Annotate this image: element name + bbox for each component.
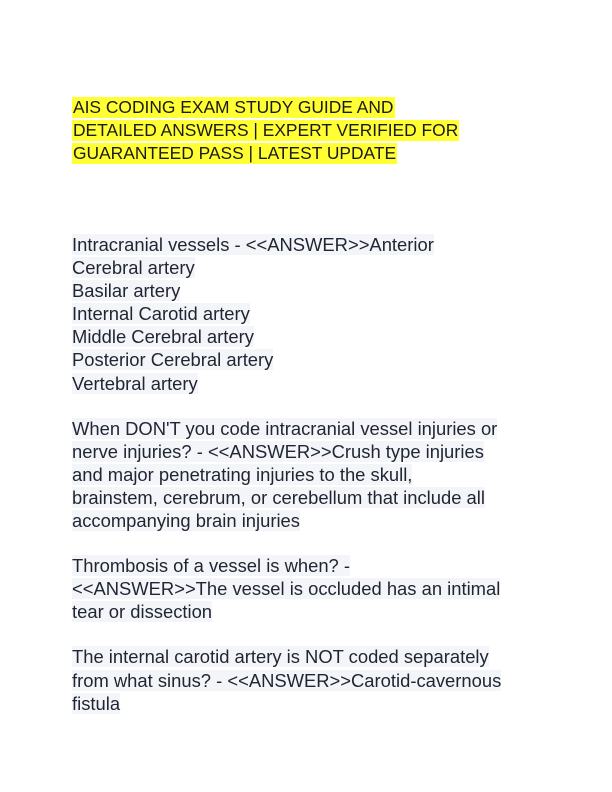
qa-text: nerve injuries? - <<ANSWER>>Crush type injuries <box>72 440 484 462</box>
qa-line <box>72 554 552 577</box>
qa-line <box>72 463 552 486</box>
qa-line <box>72 577 552 600</box>
qa-line <box>72 600 552 623</box>
qa-line <box>72 440 552 463</box>
qa-line <box>72 256 552 279</box>
qa-block <box>72 233 552 395</box>
title-line <box>72 119 552 142</box>
qa-line <box>72 486 552 509</box>
document-title <box>72 96 552 165</box>
qa-block <box>72 645 552 714</box>
title-highlight: AIS CODING EXAM STUDY GUIDE AND <box>73 97 394 117</box>
qa-text: tear or dissection <box>72 601 213 623</box>
title-line <box>72 96 552 119</box>
qa-line <box>72 302 552 325</box>
qa-block <box>72 554 552 623</box>
qa-line <box>72 692 552 715</box>
qa-text: Vertebral artery <box>72 372 198 394</box>
qa-text: When DON'T you code intracranial vessel injuries or <box>72 417 498 439</box>
qa-line <box>72 669 552 692</box>
qa-text: Thrombosis of a vessel is when? - <box>72 555 351 577</box>
qa-text: fistula <box>72 692 121 714</box>
qa-text: Posterior Cerebral artery <box>72 349 274 371</box>
qa-line <box>72 417 552 440</box>
qa-line <box>72 372 552 395</box>
qa-text: The internal carotid artery is NOT coded separately <box>72 646 489 668</box>
qa-text: Middle Cerebral artery <box>72 326 254 348</box>
title-highlight: GUARANTEED PASS | LATEST UPDATE <box>73 143 397 163</box>
qa-text: Internal Carotid artery <box>72 303 250 325</box>
qa-text: and major penetrating injuries to the skull, <box>72 463 413 485</box>
qa-text: Intracranial vessels - <<ANSWER>>Anterior <box>72 234 434 255</box>
qa-line <box>72 348 552 371</box>
qa-text: Basilar artery <box>72 280 181 302</box>
title-highlight: DETAILED ANSWERS | EXPERT VERIFIED FOR <box>73 120 459 140</box>
study-content <box>72 233 552 737</box>
qa-text: brainstem, cerebrum, or cerebellum that include all <box>72 486 485 508</box>
qa-text: accompanying brain injuries <box>72 510 300 532</box>
title-line <box>72 142 552 165</box>
qa-block <box>72 417 552 532</box>
qa-text: Cerebral artery <box>72 257 195 279</box>
qa-line <box>72 509 552 532</box>
qa-line <box>72 233 552 256</box>
qa-text: from what sinus? - <<ANSWER>>Carotid-cavernous <box>72 669 502 691</box>
qa-line <box>72 645 552 668</box>
qa-line <box>72 325 552 348</box>
qa-line <box>72 279 552 302</box>
qa-text: <<ANSWER>>The vessel is occluded has an intimal <box>72 578 501 600</box>
